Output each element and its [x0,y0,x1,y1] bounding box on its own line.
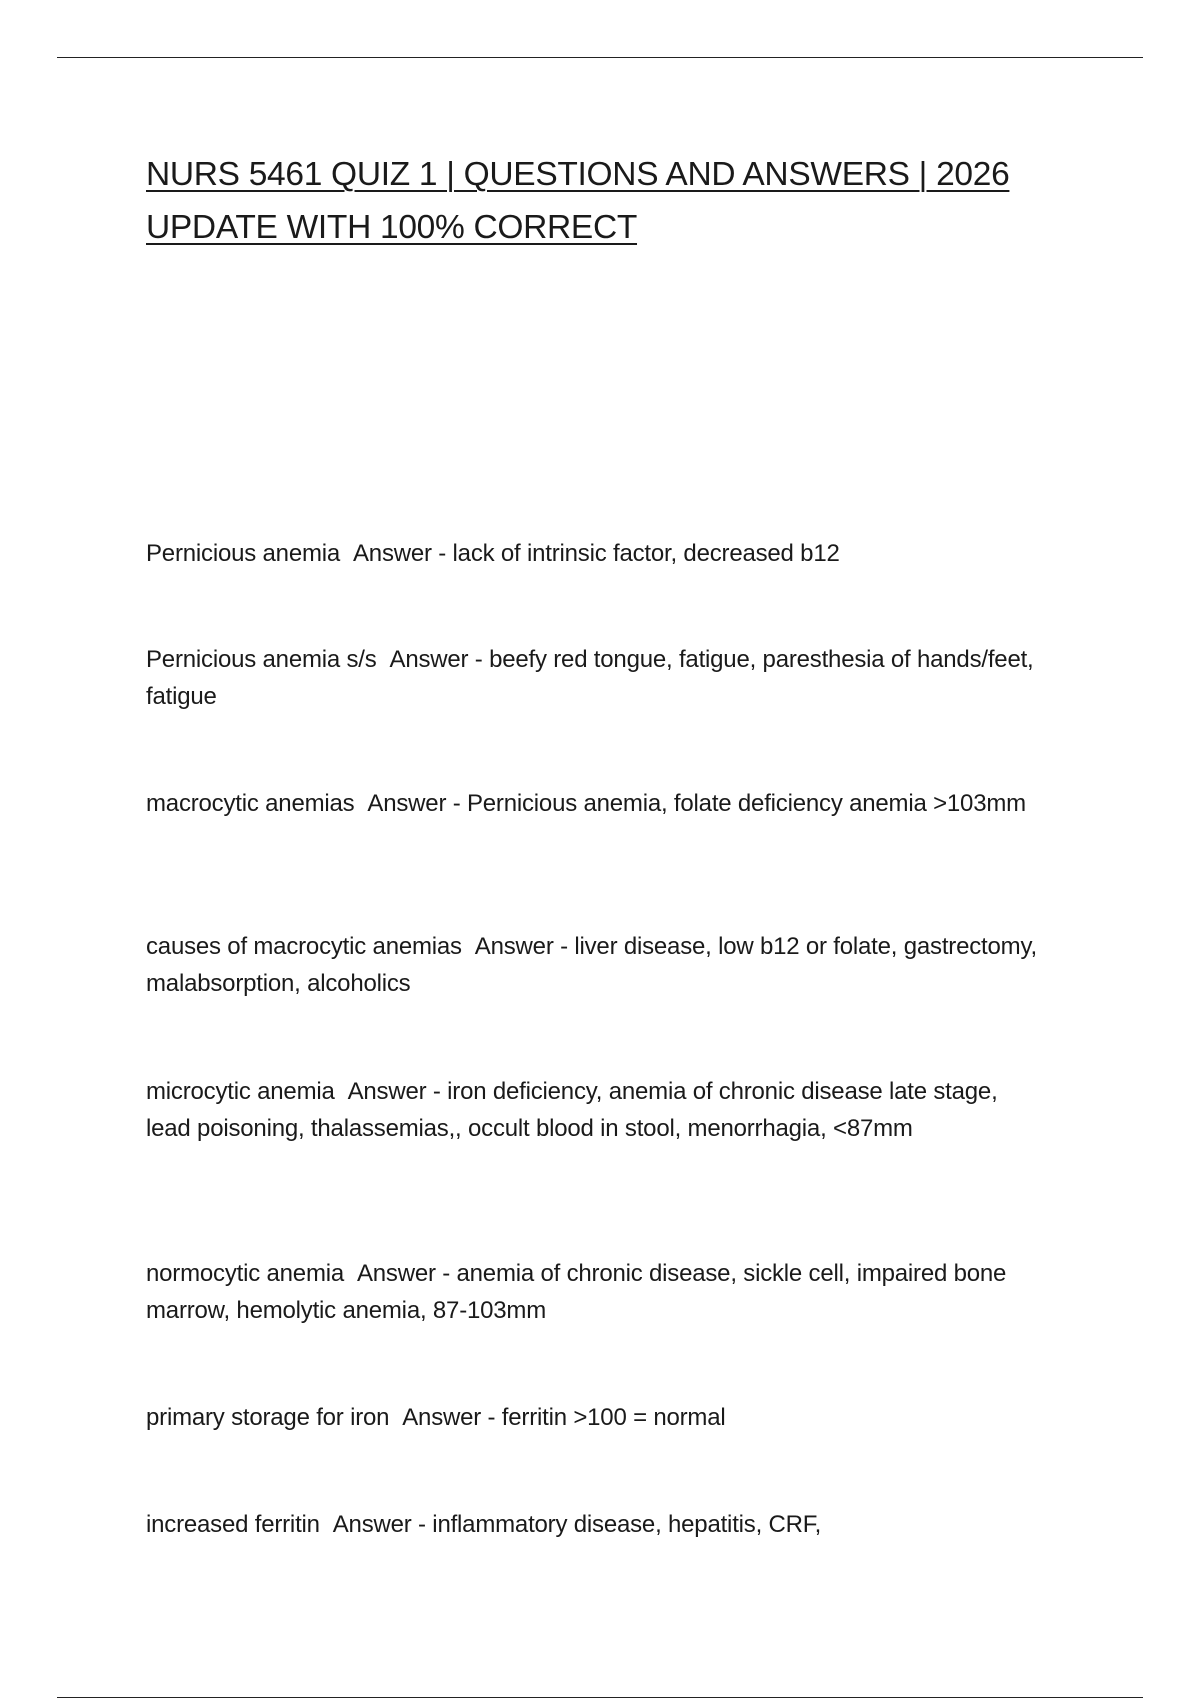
qa-item [146,928,1046,1002]
qa-item [146,1399,1046,1436]
qa-answer: Answer - ferritin >100 = normal [402,1404,726,1431]
qa-answer: Answer - liver disease, low b12 or folate, gastrectomy, malabsorption, alcoholics [146,933,1037,997]
qa-answer: Answer - beefy red tongue, fatigue, paresthesia of hands/feet, fatigue [146,646,1034,710]
top-divider [57,57,1143,58]
qa-question: increased ferritin [146,1511,320,1538]
qa-question: normocytic anemia [146,1260,345,1287]
qa-item [146,535,1046,572]
qa-answer: Answer - inflammatory disease, hepatitis, CRF, [332,1511,822,1538]
qa-question: causes of macrocytic anemias [146,933,462,960]
qa-item [146,1073,1046,1147]
qa-answer: Answer - anemia of chronic disease, sickle cell, impaired bone marrow, hemolytic anemia, 87-103mm [146,1260,1007,1324]
qa-item [146,785,1046,822]
qa-question: Pernicious anemia [146,540,341,567]
qa-answer: Answer - iron deficiency, anemia of chronic disease late stage, lead poisoning, thalassemias,, occult blood in stool, menorrhagia, <87mm [146,1078,998,1142]
qa-question: macrocytic anemias [146,790,355,817]
bottom-divider [57,1697,1143,1698]
document-title: NURS 5461 QUIZ 1 | QUESTIONS AND ANSWERS | 2026 UPDATE WITH 100% CORRECT [146,156,1010,246]
qa-question: microcytic anemia [146,1078,335,1105]
qa-item [146,1506,1046,1543]
qa-answer: Answer - lack of intrinsic factor, decreased b12 [352,540,840,567]
qa-item [146,1255,1046,1329]
qa-question: Pernicious anemia s/s [146,646,377,673]
qa-question: primary storage for iron [146,1404,390,1431]
qa-answer: Answer - Pernicious anemia, folate deficiency anemia >103mm [367,790,1026,817]
qa-item [146,641,1046,715]
